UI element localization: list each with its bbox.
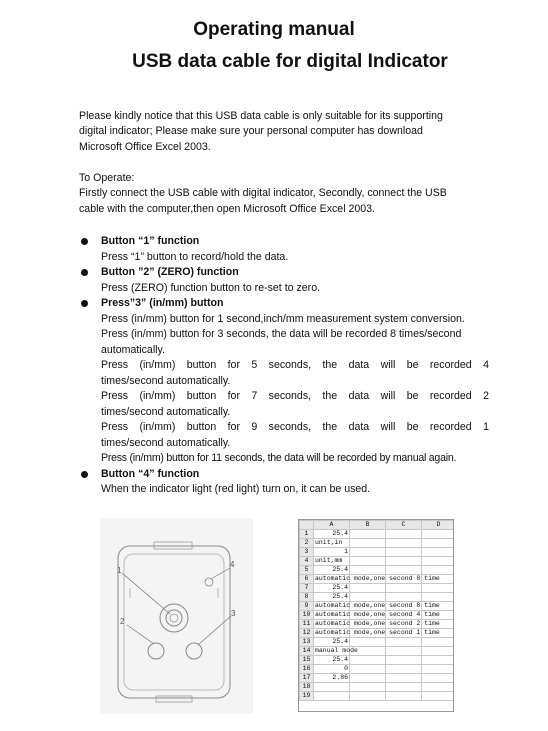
row-number: 16 [300, 665, 314, 674]
operate-heading: To Operate: [79, 172, 135, 184]
empty-cell [350, 674, 386, 683]
empty-cell [386, 638, 422, 647]
row-number: 4 [300, 557, 314, 566]
item-text: Press (in/mm) button for 9 seconds, the data will be recorded 1 [101, 421, 489, 433]
row-number: 15 [300, 656, 314, 665]
cell-a: automatic mode,one second 1 time [315, 629, 440, 636]
cell-a: automatic mode,one second 8 time [315, 602, 440, 609]
table-row [300, 557, 455, 566]
table-row [300, 629, 455, 638]
cell-a: 25.4 [314, 593, 350, 602]
bullet-icon [81, 269, 88, 276]
callout-label-4: 4 [230, 560, 235, 569]
empty-cell [422, 656, 455, 665]
operate-paragraph [79, 171, 489, 217]
list-item-button-1 [79, 234, 489, 265]
cell-a [314, 692, 350, 701]
empty-cell [350, 692, 386, 701]
empty-cell [386, 566, 422, 575]
item-text: Press “1” button to record/hold the data. [101, 250, 289, 263]
spreadsheet-table [299, 520, 454, 701]
empty-cell [386, 593, 422, 602]
empty-cell [422, 638, 455, 647]
empty-cell [422, 566, 455, 575]
table-row [300, 611, 455, 620]
item-text: Press (in/mm) button for 3 seconds, the data will be recorded 8 times/second [101, 328, 462, 340]
row-number: 1 [300, 530, 314, 539]
empty-cell [422, 557, 455, 566]
intro-line: Microsoft Office Excel 2003. [79, 140, 211, 153]
empty-cell [422, 548, 455, 557]
empty-cell [386, 530, 422, 539]
cell-a: 1 [314, 548, 350, 557]
cell-a: automatic mode,one second 8 time [315, 575, 440, 582]
empty-cell [350, 584, 386, 593]
row-number: 6 [300, 575, 314, 584]
row-number: 9 [300, 602, 314, 611]
column-header: C [386, 521, 422, 530]
table-row [300, 665, 455, 674]
empty-cell [422, 683, 455, 692]
row-number: 17 [300, 674, 314, 683]
bullet-icon [81, 471, 88, 478]
empty-cell [350, 665, 386, 674]
row-number: 12 [300, 629, 314, 638]
bullet-icon [81, 300, 88, 307]
row-number: 13 [300, 638, 314, 647]
empty-cell [350, 539, 386, 548]
cell-a [314, 683, 350, 692]
table-row [300, 575, 455, 584]
empty-cell [386, 665, 422, 674]
empty-cell [386, 692, 422, 701]
cell-a: automatic mode,one second 4 time [315, 611, 440, 618]
empty-cell [386, 539, 422, 548]
column-header: D [422, 521, 455, 530]
empty-cell [386, 584, 422, 593]
table-row [300, 602, 455, 611]
callout-label-2: 2 [120, 617, 125, 626]
empty-cell [386, 557, 422, 566]
table-row [300, 674, 455, 683]
item-text: times/second automatically. [101, 436, 231, 449]
row-number: 5 [300, 566, 314, 575]
cell-a: 25.4 [314, 656, 350, 665]
row-number: 2 [300, 539, 314, 548]
operate-line: Firstly connect the USB cable with digital indicator, Secondly, connect the USB [79, 187, 447, 200]
item-text: Press (in/mm) button for 7 seconds, the data will be recorded 2 [101, 390, 489, 402]
document-subtitle: USB data cable for digital Indicator [132, 51, 448, 72]
empty-cell [350, 638, 386, 647]
item-text: Press (in/mm) button for 5 seconds, the data will be recorded 4 [101, 359, 489, 371]
empty-cell [386, 674, 422, 683]
empty-cell [422, 539, 455, 548]
intro-paragraph [79, 109, 489, 155]
document-title: Operating manual [193, 19, 355, 40]
callout-label-3: 3 [231, 609, 236, 618]
cell-a: 25.4 [314, 530, 350, 539]
cell-a: 25.4 [314, 638, 350, 647]
cell-a: automatic mode,one second 2 time [315, 620, 440, 627]
table-row [300, 638, 455, 647]
table-row [300, 656, 455, 665]
cell-a: unit,mm [314, 557, 350, 566]
item-text: automatically. [101, 343, 165, 356]
empty-cell [422, 674, 455, 683]
operate-line: cable with the computer,then open Microsoft Office Excel 2003. [79, 202, 376, 215]
table-row [300, 647, 455, 656]
item-heading: Press”3” (in/mm) button [101, 297, 224, 309]
cell-a: 0 [314, 665, 350, 674]
empty-cell [422, 665, 455, 674]
empty-cell [386, 548, 422, 557]
cell-a: 25.4 [314, 584, 350, 593]
cell-a: 25.4 [314, 566, 350, 575]
item-heading: Button ”2” (ZERO) function [101, 266, 239, 278]
row-number: 18 [300, 683, 314, 692]
empty-cell [350, 530, 386, 539]
table-row [300, 683, 455, 692]
table-row [300, 530, 455, 539]
empty-cell [386, 683, 422, 692]
column-header: B [350, 521, 386, 530]
empty-cell [386, 647, 422, 656]
device-back-drawing [100, 518, 253, 714]
row-number: 3 [300, 548, 314, 557]
table-row [300, 566, 455, 575]
intro-line: Please kindly notice that this USB data cable is only suitable for its supporting [79, 110, 443, 122]
bullet-icon [81, 238, 88, 245]
item-text: times/second automatically. [101, 374, 231, 387]
button-function-list [79, 234, 489, 498]
row-number: 10 [300, 611, 314, 620]
list-item-button-4 [79, 467, 489, 498]
table-row [300, 548, 455, 557]
empty-cell [422, 584, 455, 593]
empty-cell [350, 593, 386, 602]
empty-cell [350, 557, 386, 566]
device-diagram [100, 518, 253, 714]
corner-cell [300, 521, 314, 530]
empty-cell [350, 548, 386, 557]
cell-a: unit,in [314, 539, 350, 548]
empty-cell [422, 593, 455, 602]
empty-cell [422, 530, 455, 539]
cell-a: 2.86 [314, 674, 350, 683]
empty-cell [350, 566, 386, 575]
excel-sheet-screenshot [298, 519, 454, 712]
item-text: When the indicator light (red light) turn on, it can be used. [101, 483, 371, 495]
callout-label-1: 1 [117, 566, 122, 575]
table-row [300, 539, 455, 548]
list-item-button-3 [79, 296, 489, 467]
table-row [300, 620, 455, 629]
item-text: Press (ZERO) function button to re-set to zero. [101, 281, 321, 294]
item-heading: Button “1” function [101, 235, 200, 247]
row-number: 7 [300, 584, 314, 593]
empty-cell [386, 656, 422, 665]
table-row [300, 692, 455, 701]
list-item-button-2 [79, 265, 489, 296]
intro-line: digital indicator; Please make sure your personal computer has download [79, 125, 423, 138]
item-heading: Button “4” function [101, 467, 200, 480]
row-number: 14 [300, 647, 314, 656]
cell-a: manual mode [315, 647, 358, 654]
row-number: 11 [300, 620, 314, 629]
row-number: 8 [300, 593, 314, 602]
column-header-row [300, 521, 455, 530]
item-text: Press (in/mm) button for 1 second,inch/mm measurement system conversion. [101, 312, 465, 325]
table-row [300, 593, 455, 602]
item-text: times/second automatically. [101, 405, 231, 418]
item-text: Press (in/mm) button for 11 seconds, the data will be recorded by manual again. [101, 452, 457, 464]
empty-cell [422, 647, 455, 656]
row-number: 19 [300, 692, 314, 701]
empty-cell [350, 656, 386, 665]
table-row [300, 584, 455, 593]
empty-cell [422, 692, 455, 701]
column-header: A [314, 521, 350, 530]
empty-cell [350, 683, 386, 692]
